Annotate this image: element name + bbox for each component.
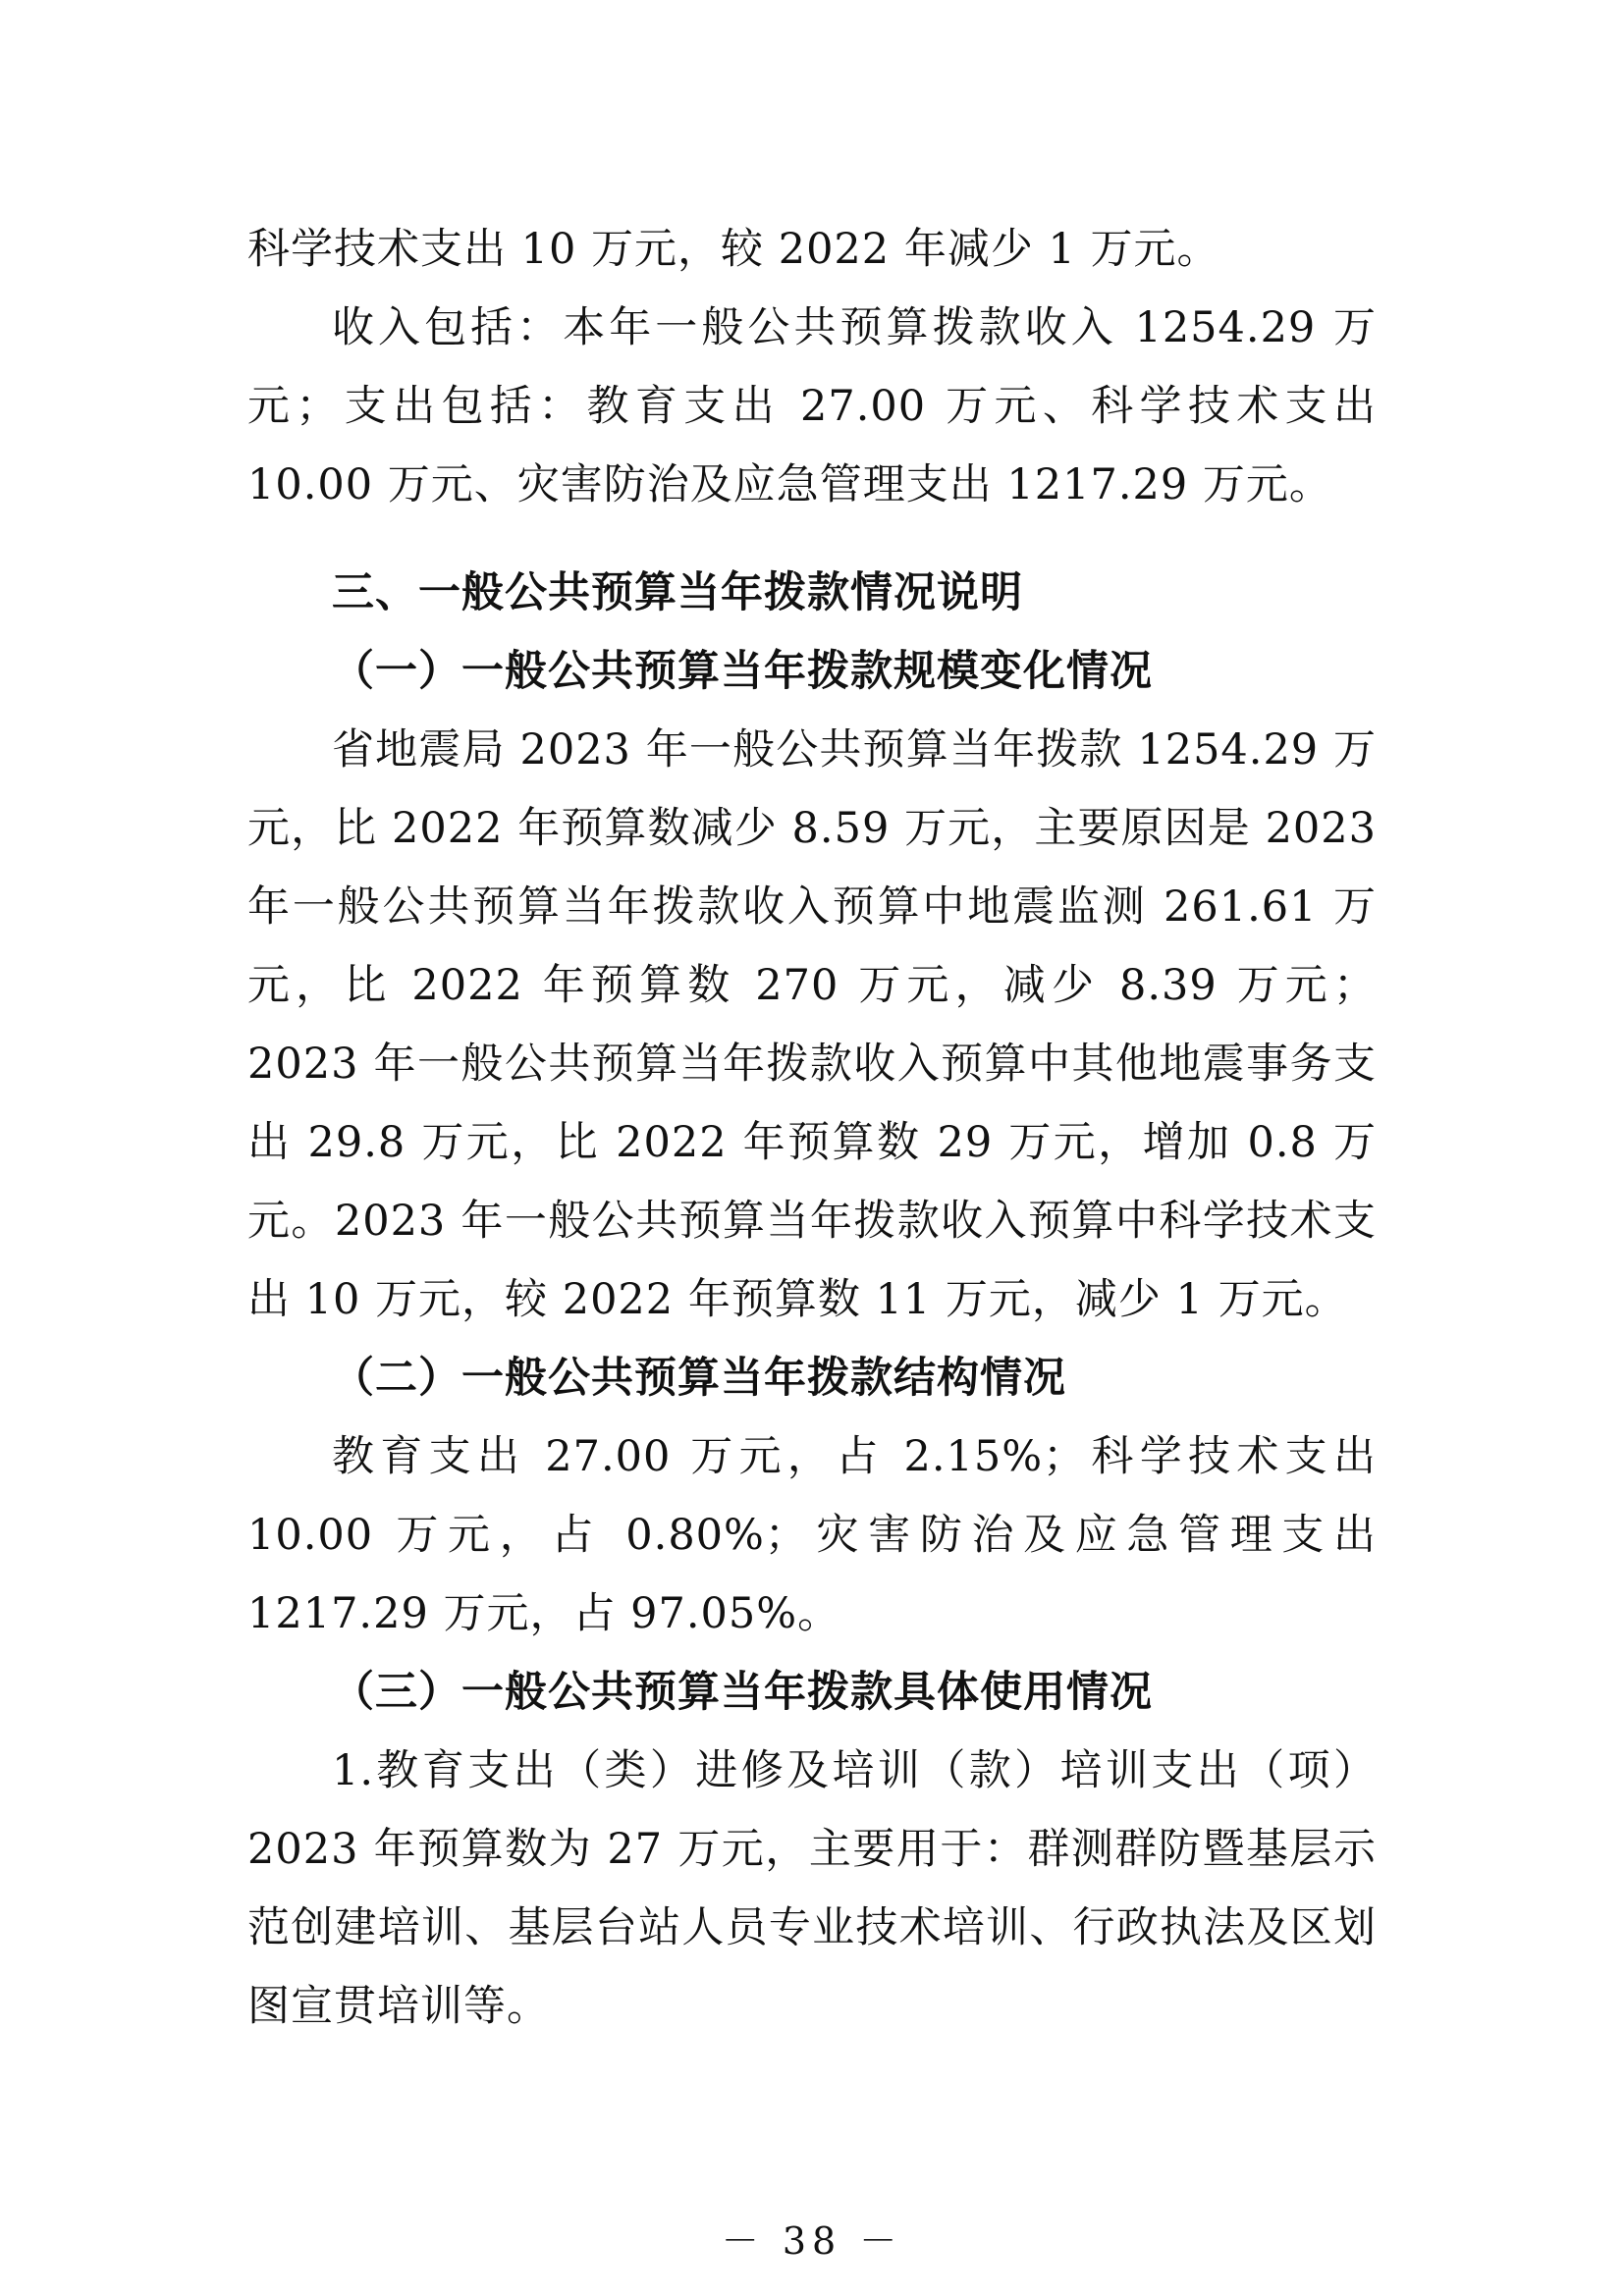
page-number: － 38 － xyxy=(721,2219,903,2263)
paragraph-structure: 教育支出 27.00 万元，占 2.15%；科学技术支出 10.00 万元，占 0.80%；灾害防治及应急管理支出 1217.29 万元，占 97.05%。 xyxy=(247,1432,1377,1638)
section-heading-3: 三、一般公共预算当年拨款情况说明 xyxy=(332,568,1023,617)
subsection-heading-3: （三）一般公共预算当年拨款具体使用情况 xyxy=(332,1668,1153,1717)
paragraph-income-expenditure: 收入包括：本年一般公共预算拨款收入 1254.29 万元；支出包括：教育支出 27.00 万元、科学技术支出 10.00 万元、灾害防治及应急管理支出 1217.29 万元。 xyxy=(247,303,1377,509)
paragraph-scale-change: 省地震局 2023 年一般公共预算当年拨款 1254.29 万元，比 2022 年预算数减少 8.59 万元，主要原因是 2023 年一般公共预算当年拨款收入预算中地震监测 261.61 万元，比 2022 年预算数 270 万元，减少 8.39 万元；2023 年一般公共预算当年拨款收入预算中其他地震事务支出 29.8 万元，比 2022 年预算数 29 万元，增加 0.8 万元。2023 年一般公共预算当年拨款收入预算中科学技术支出 10 万元，较 2022 年预算数 11 万元，减少 1 万元。 xyxy=(247,725,1377,1324)
subsection-heading-2: （二）一般公共预算当年拨款结构情况 xyxy=(332,1354,1066,1403)
body-text xyxy=(247,210,1377,2046)
subsection-heading-1: （一）一般公共预算当年拨款规模变化情况 xyxy=(332,647,1153,696)
paragraph-continuation: 科学技术支出 10 万元，较 2022 年减少 1 万元。 xyxy=(247,225,1220,274)
paragraph-education-usage: 1.教育支出（类）进修及培训（款）培训支出（项）2023 年预算数为 27 万元，主要用于：群测群防暨基层示范创建培训、基层台站人员专业技术培训、行政执法及区划图宣贯培训等。 xyxy=(247,1746,1377,2031)
